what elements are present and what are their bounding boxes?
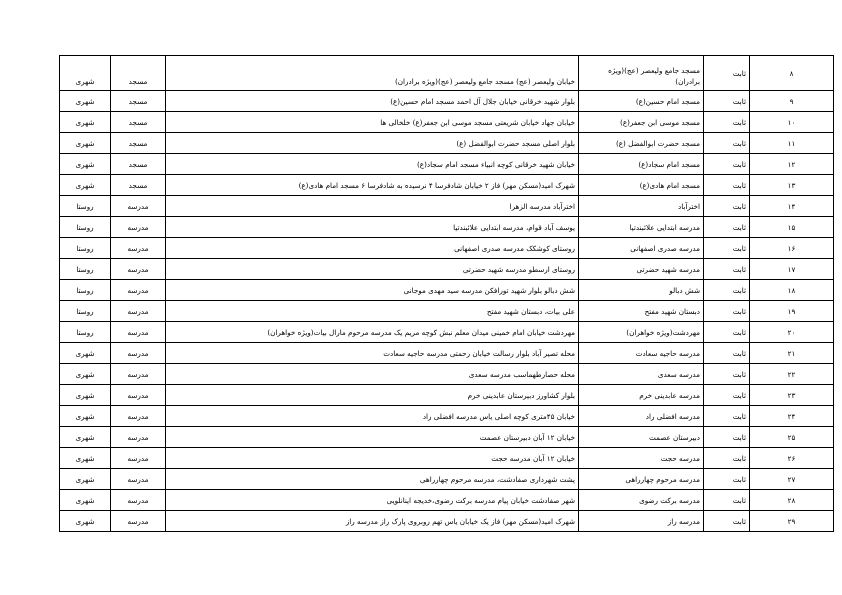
row-number: ۲۱ [750, 343, 834, 364]
row-area: شهری [60, 448, 111, 469]
row-name: مدرسه افضلی راد [579, 406, 704, 427]
row-name: مدرسه مرحوم چهارراهی [579, 469, 704, 490]
row-name: مسجد امام حسین(ع) [579, 91, 704, 112]
table-row [60, 385, 834, 406]
row-number: ۱۵ [750, 217, 834, 238]
table-row [60, 259, 834, 280]
row-name: مدرسه عابدینی خرم [579, 385, 704, 406]
table-body [60, 56, 834, 532]
row-type: ثابت [704, 280, 750, 301]
table-row [60, 91, 834, 112]
row-address: خیابان ۴۵متری کوچه اصلی یاس مدرسه افضلی راد [166, 406, 579, 427]
row-category: مدرسه [111, 427, 166, 448]
row-type: ثابت [704, 196, 750, 217]
row-area: شهری [60, 133, 111, 154]
row-address: محله حصارطهماسب مدرسه سعدی [166, 364, 579, 385]
row-address: خیابان شهید خرقانی کوچه انبیاء مسجد امام سجاد(ع) [166, 154, 579, 175]
row-type: ثابت [704, 238, 750, 259]
row-area: شهری [60, 364, 111, 385]
row-type: ثابت [704, 511, 750, 532]
row-type: ثابت [704, 56, 750, 91]
row-category: مسجد [111, 91, 166, 112]
row-type: ثابت [704, 301, 750, 322]
row-type: ثابت [704, 343, 750, 364]
table-row [60, 511, 834, 532]
row-category: مدرسه [111, 385, 166, 406]
row-area: شهری [60, 511, 111, 532]
row-address: خیابان ۱۲ آبان مدرسه حجت [166, 448, 579, 469]
locations-table [59, 55, 834, 532]
row-category: مدرسه [111, 511, 166, 532]
row-category: مسجد [111, 133, 166, 154]
row-name: مدرسه صدری اصفهانی [579, 238, 704, 259]
row-type: ثابت [704, 385, 750, 406]
row-type: ثابت [704, 175, 750, 196]
row-area: شهری [60, 490, 111, 511]
row-address: شهرک امید(مسکن مهر) فاز یک خیابان یاس تهم روبروی پارک راز مدرسه راز [166, 511, 579, 532]
row-area: روستا [60, 301, 111, 322]
row-address: بلوار اصلی مسجد حضرت ابوالفضل (ع) [166, 133, 579, 154]
row-area: روستا [60, 280, 111, 301]
row-area: شهری [60, 175, 111, 196]
row-number: ۹ [750, 91, 834, 112]
table-row [60, 364, 834, 385]
row-name: مسجد حضرت ابوالفضل (ع) [579, 133, 704, 154]
row-number: ۲۰ [750, 322, 834, 343]
row-number: ۱۲ [750, 154, 834, 175]
table-row [60, 490, 834, 511]
row-address: یوسف آباد قوام، مدرسه ابتدایی علائبندتیا [166, 217, 579, 238]
row-number: ۸ [750, 56, 834, 91]
row-number: ۱۸ [750, 280, 834, 301]
row-category: مسجد [111, 175, 166, 196]
row-name: مهردشت(ویژه خواهران) [579, 322, 704, 343]
row-area: شهری [60, 427, 111, 448]
row-address: مهردشت خیابان امام خمینی میدان معلم نبش کوچه مریم یک مدرسه مرحوم مارال بیات(ویژه خواهران) [166, 322, 579, 343]
row-number: ۱۶ [750, 238, 834, 259]
row-address: پشت شهرداری صفادشت، مدرسه مرحوم چهارراهی [166, 469, 579, 490]
table-row [60, 343, 834, 364]
row-area: شهری [60, 469, 111, 490]
row-area: شهری [60, 406, 111, 427]
row-name: مسجد امام سجاد(ع) [579, 154, 704, 175]
row-name: مدرسه حجت [579, 448, 704, 469]
row-name: مدرسه حاجیه سعادت [579, 343, 704, 364]
row-area: شهری [60, 343, 111, 364]
row-area: روستا [60, 217, 111, 238]
row-address: روستای کوشکک مدرسه صدری اصفهانی [166, 238, 579, 259]
table-row [60, 196, 834, 217]
row-area: شهری [60, 112, 111, 133]
table-row [60, 280, 834, 301]
table-row [60, 56, 834, 91]
table-row [60, 322, 834, 343]
row-address: بلوار کشاورز دبیرستان عابدینی خرم [166, 385, 579, 406]
row-type: ثابت [704, 406, 750, 427]
table-row [60, 301, 834, 322]
row-number: ۲۶ [750, 448, 834, 469]
row-category: مدرسه [111, 364, 166, 385]
table-row [60, 406, 834, 427]
table-row [60, 154, 834, 175]
row-number: ۲۵ [750, 427, 834, 448]
row-type: ثابت [704, 364, 750, 385]
row-category: مدرسه [111, 448, 166, 469]
row-type: ثابت [704, 469, 750, 490]
row-category: مسجد [111, 56, 166, 91]
row-address: روستای ارسطو مدرسه شهید حضرتی [166, 259, 579, 280]
row-address: شش دبالو بلوار شهید تورافکن مدرسه سید مهدی موجانی [166, 280, 579, 301]
row-number: ۲۷ [750, 469, 834, 490]
row-category: مدرسه [111, 280, 166, 301]
row-name: مدرسه سعدی [579, 364, 704, 385]
row-address: خیابان ولیعصر (عج) مسجد جامع ولیعصر (عج)(ویژه برادران) [166, 56, 579, 91]
row-category: مدرسه [111, 196, 166, 217]
row-name: مدرسه ابتدایی علائبندتیا [579, 217, 704, 238]
row-address: شهرک امید(مسکن مهر) فاز ۲ خیابان شادفرسا ۴ نرسیده به شادفرسا ۶ مسجد امام هادی(ع) [166, 175, 579, 196]
row-area: روستا [60, 259, 111, 280]
row-address: خیابان ۱۲ آبان دبیرستان عصمت [166, 427, 579, 448]
row-number: ۲۲ [750, 364, 834, 385]
row-name: اخترآباد [579, 196, 704, 217]
row-name: مسجد امام هادی(ع) [579, 175, 704, 196]
row-category: مدرسه [111, 259, 166, 280]
row-area: روستا [60, 322, 111, 343]
row-number: ۲۸ [750, 490, 834, 511]
row-name: مسجد موسی ابن جعفر(ع) [579, 112, 704, 133]
row-name: مدرسه برکت رضوی [579, 490, 704, 511]
row-type: ثابت [704, 427, 750, 448]
row-type: ثابت [704, 448, 750, 469]
row-category: مدرسه [111, 490, 166, 511]
row-address: بلوار شهید خرقانی خیابان جلال آل احمد مسجد امام حسین(ع) [166, 91, 579, 112]
row-number: ۱۳ [750, 175, 834, 196]
row-type: ثابت [704, 91, 750, 112]
row-number: ۱۷ [750, 259, 834, 280]
row-area: روستا [60, 196, 111, 217]
row-number: ۱۰ [750, 112, 834, 133]
row-type: ثابت [704, 322, 750, 343]
row-category: مدرسه [111, 238, 166, 259]
table-row [60, 427, 834, 448]
row-category: مسجد [111, 154, 166, 175]
row-address: اخترآباد مدرسه الزهرا [166, 196, 579, 217]
row-name: دبستان شهید مفتح [579, 301, 704, 322]
row-address: محله تصیر آباد بلوار رسالت خیابان رحمتی مدرسه حاجیه سعادت [166, 343, 579, 364]
row-address: خیابان جهاد خیابان شریعتی مسجد موسی ابن جعفر(ع) خلخالی ها [166, 112, 579, 133]
table-row [60, 469, 834, 490]
row-category: مدرسه [111, 322, 166, 343]
row-type: ثابت [704, 154, 750, 175]
table-row [60, 217, 834, 238]
row-type: ثابت [704, 217, 750, 238]
table-row [60, 238, 834, 259]
row-category: مدرسه [111, 217, 166, 238]
row-address: شهر صفادشت خیابان پیام مدرسه برکت رضوی،خدیجه اینانلویی [166, 490, 579, 511]
row-name: مسجد جامع ولیعصر (عج)(ویژه برادران) [579, 56, 704, 91]
row-type: ثابت [704, 259, 750, 280]
row-number: ۱۹ [750, 301, 834, 322]
row-area: روستا [60, 238, 111, 259]
row-number: ۲۴ [750, 406, 834, 427]
row-category: مسجد [111, 112, 166, 133]
row-name: مدرسه راز [579, 511, 704, 532]
row-number: ۲۹ [750, 511, 834, 532]
row-category: مدرسه [111, 469, 166, 490]
row-name: شش دبالو [579, 280, 704, 301]
row-name: دبیرستان عصمت [579, 427, 704, 448]
row-number: ۱۴ [750, 196, 834, 217]
table-row [60, 448, 834, 469]
row-address: علی بیات، دبستان شهید مفتح [166, 301, 579, 322]
row-type: ثابت [704, 133, 750, 154]
row-category: مدرسه [111, 406, 166, 427]
row-area: شهری [60, 385, 111, 406]
table-row [60, 112, 834, 133]
row-area: شهری [60, 154, 111, 175]
row-area: شهری [60, 91, 111, 112]
table-row [60, 175, 834, 196]
row-type: ثابت [704, 490, 750, 511]
table-row [60, 133, 834, 154]
row-category: مدرسه [111, 343, 166, 364]
row-number: ۱۱ [750, 133, 834, 154]
row-number: ۲۳ [750, 385, 834, 406]
row-area: شهری [60, 56, 111, 91]
row-category: مدرسه [111, 301, 166, 322]
row-type: ثابت [704, 112, 750, 133]
row-name: مدرسه شهید حضرتی [579, 259, 704, 280]
